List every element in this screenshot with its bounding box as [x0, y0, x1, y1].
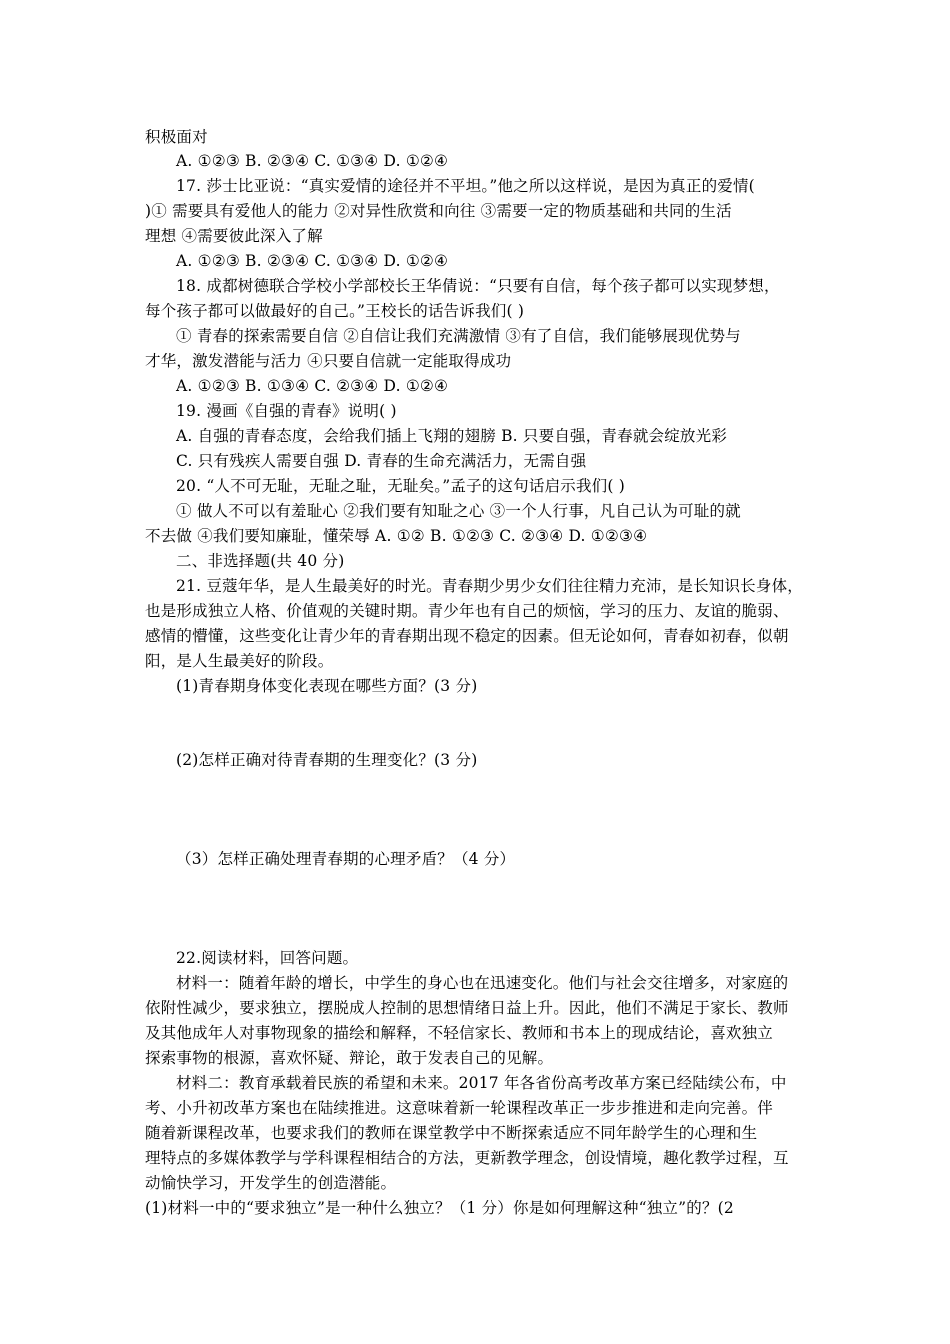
sub-question: （3）怎样正确处理青春期的心理矛盾？（4 分）: [176, 850, 516, 868]
text-line: 动愉快学习，开发学生的创造潜能。: [145, 1174, 397, 1192]
text-line: 也是形成独立人格、价值观的关键时期。青少年也有自己的烦恼，学习的压力、友谊的脆弱、: [145, 602, 789, 620]
text-line: 随着新课程改革，也要求我们的教师在课堂教学中不断探索适应不同年龄学生的心理和生: [145, 1124, 758, 1142]
text-line: 感情的懵懂，这些变化让青少年的青春期出现不稳定的因素。但无论如何，青春如初春，似朝: [145, 627, 789, 645]
text-line: 理特点的多媒体教学与学科课程相结合的方法，更新教学理念，创设情境，趣化教学过程，互: [145, 1149, 789, 1167]
section-heading: 二、非选择题(共 40 分): [176, 552, 345, 570]
text-line: 理想 ④需要彼此深入了解: [145, 227, 323, 245]
text-line: 探索事物的根源，喜欢怀疑、辩论，敢于发表自己的见解。: [145, 1049, 554, 1067]
answer-options-17: A. ①②③ B. ②③④ C. ①③④ D. ①②④: [176, 252, 449, 270]
sub-question: (1)青春期身体变化表现在哪些方面？(3 分): [176, 677, 478, 695]
question-21: 21. 豆蔻年华，是人生最美好的时光。青春期少男少女们往往精力充沛，是长知识长身体，: [176, 577, 803, 595]
text-line: 依附性减少，要求独立，摆脱成人控制的思想情绪日益上升。因此，他们不满足于家长、教师: [145, 999, 789, 1017]
question-19: 19. 漫画《自强的青春》说明( ): [176, 402, 397, 420]
question-17: 17. 莎士比亚说：“真实爱情的途径并不平坦。”他之所以这样说，是因为真正的爱情(: [176, 177, 755, 195]
question-20: 20. “人不可无耻，无耻之耻，无耻矣。”孟子的这句话启示我们( ): [176, 477, 625, 495]
material-one: 材料一：随着年龄的增长，中学生的身心也在迅速变化。他们与社会交往增多，对家庭的: [176, 974, 789, 992]
sub-question: (2)怎样正确对待青春期的生理变化？(3 分): [176, 751, 478, 769]
text-line: 每个孩子都可以做最好的自己。”王校长的话告诉我们( ): [145, 302, 525, 320]
material-two: 材料二：教育承载着民族的希望和未来。2017 年各省份高考改革方案已经陆续公布，中: [176, 1074, 787, 1092]
text-line: 积极面对: [145, 128, 208, 146]
text-line: ① 青春的探索需要自信 ②自信让我们充满激情 ③有了自信，我们能够展现优势与: [176, 327, 741, 345]
text-line: 才华，激发潜能与活力 ④只要自信就一定能取得成功: [145, 352, 512, 370]
text-line: ① 做人不可以有羞耻心 ②我们要有知耻之心 ③一个人行事，凡自己认为可耻的就: [176, 502, 741, 520]
question-18: 18. 成都树德联合学校小学部校长王华倩说：“只要有自信，每个孩子都可以实现梦想，: [176, 277, 780, 295]
answer-options-19: A. 自强的青春态度，会给我们插上飞翔的翅膀 B. 只要自强，青春就会绽放光彩: [176, 427, 728, 445]
answer-options-19: C. 只有残疾人需要自强 D. 青春的生命充满活力，无需自强: [176, 452, 587, 470]
question-22: 22.阅读材料，回答问题。: [176, 949, 359, 967]
text-line: 及其他成年人对事物现象的描绘和解释，不轻信家长、教师和书本上的现成结论，喜欢独立: [145, 1024, 774, 1042]
answer-options-16: A. ①②③ B. ②③④ C. ①③④ D. ①②④: [176, 152, 449, 170]
text-line: 考、小升初改革方案也在陆续推进。这意味着新一轮课程改革正一步步推进和走向完善。伴: [145, 1099, 774, 1117]
sub-question: (1)材料一中的“要求独立”是一种什么独立？（1 分）你是如何理解这种“独立”的？(2: [145, 1199, 734, 1217]
text-line: 阳，是人生最美好的阶段。: [145, 652, 334, 670]
answer-options-18: A. ①②③ B. ①③④ C. ②③④ D. ①②④: [176, 377, 449, 395]
answer-options-20: 不去做 ④我们要知廉耻，懂荣辱 A. ①② B. ①②③ C. ②③④ D. ①②③④: [145, 527, 648, 545]
text-line: )① 需要具有爱他人的能力 ②对异性欣赏和向往 ③需要一定的物质基础和共同的生活: [145, 202, 732, 220]
